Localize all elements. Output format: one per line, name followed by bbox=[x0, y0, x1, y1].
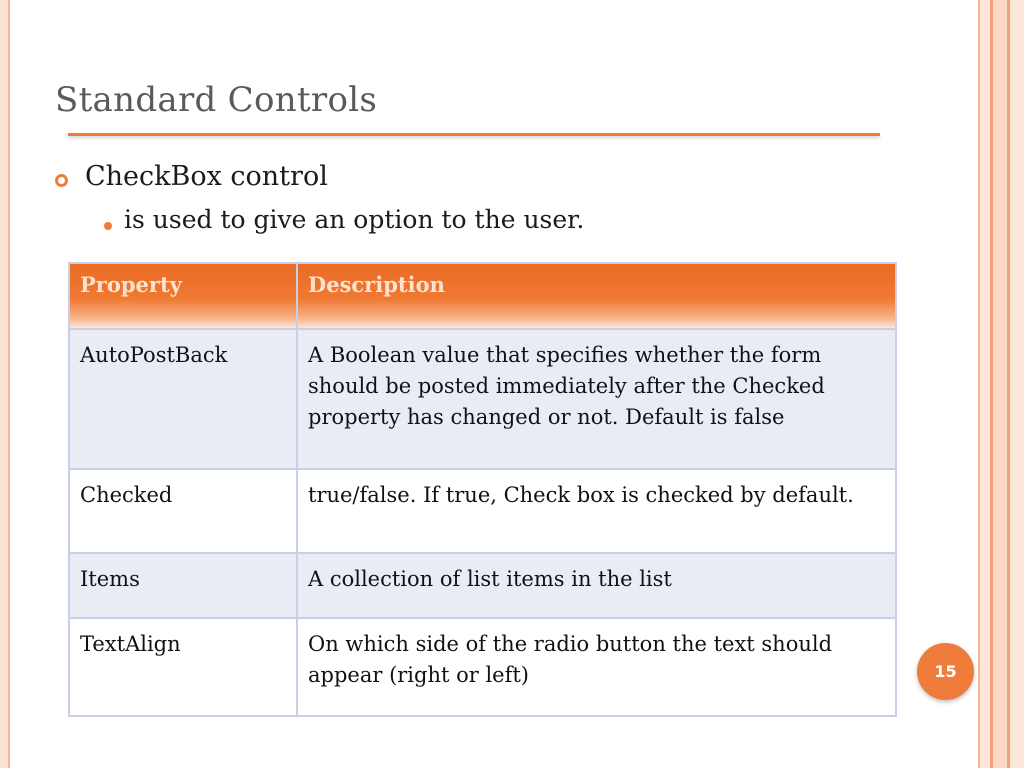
slide-title: Standard Controls bbox=[55, 80, 378, 120]
ring-bullet-icon bbox=[55, 174, 68, 187]
description-cell: On which side of the radio button the text should appear (right or left) bbox=[297, 618, 896, 716]
property-cell: Items bbox=[69, 553, 297, 618]
table-row bbox=[69, 618, 896, 716]
property-table bbox=[68, 262, 897, 717]
bullet-level2: is used to give an option to the user. bbox=[124, 205, 585, 234]
table-row bbox=[69, 553, 896, 618]
header-property: Property bbox=[69, 263, 297, 329]
property-cell: TextAlign bbox=[69, 618, 297, 716]
property-cell: Checked bbox=[69, 469, 297, 553]
description-cell: A collection of list items in the list bbox=[297, 553, 896, 618]
left-edge-border bbox=[0, 0, 10, 768]
description-cell: A Boolean value that specifies whether the form should be posted immediately after the Checked property has changed or not. Default is false bbox=[297, 329, 896, 469]
table-row bbox=[69, 329, 896, 469]
table-row bbox=[69, 469, 896, 553]
page-number-badge: 15 bbox=[917, 643, 974, 700]
dot-bullet-icon bbox=[104, 222, 112, 230]
bullet-level1: CheckBox control bbox=[85, 161, 328, 192]
header-description: Description bbox=[297, 263, 896, 329]
table-header-row bbox=[69, 263, 896, 329]
title-underline bbox=[68, 133, 880, 136]
description-cell: true/false. If true, Check box is checked by default. bbox=[297, 469, 896, 553]
property-cell: AutoPostBack bbox=[69, 329, 297, 469]
right-decorative-stripes bbox=[978, 0, 1024, 768]
